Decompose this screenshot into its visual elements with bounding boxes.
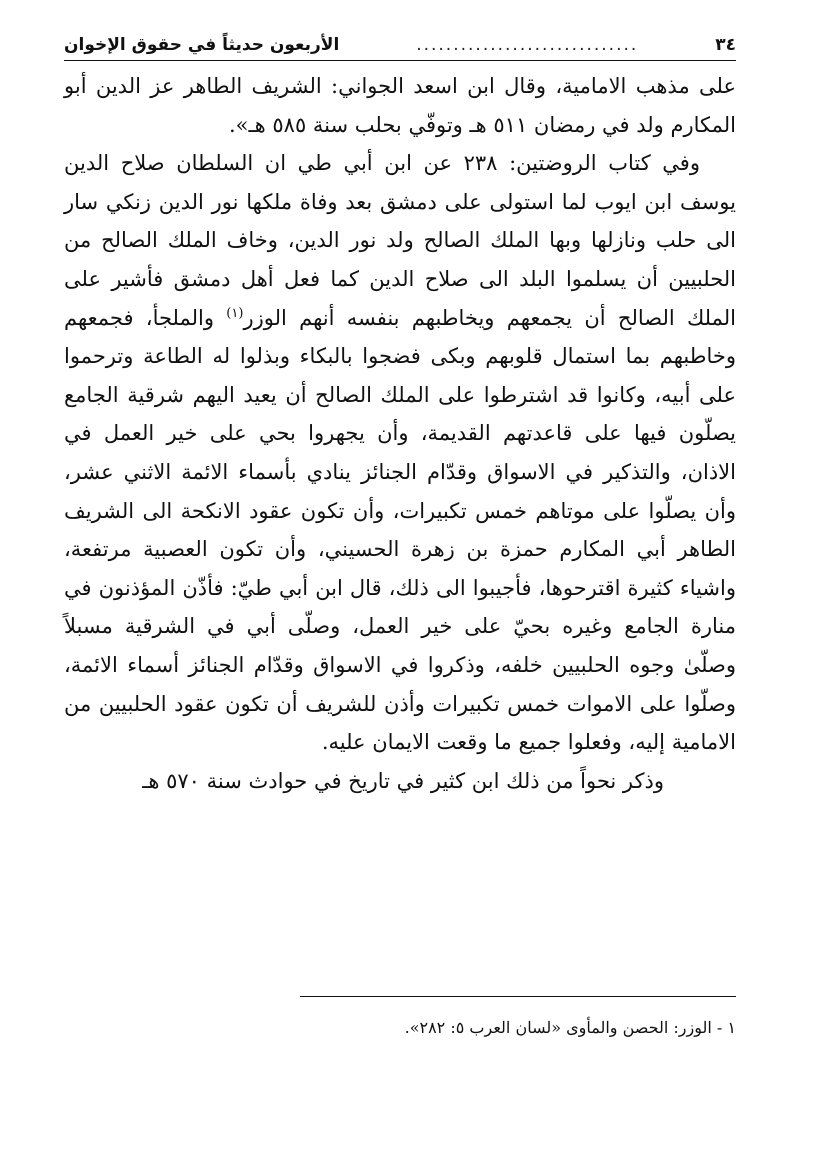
header-rule [64, 60, 736, 61]
footnote-rule [300, 996, 736, 997]
paragraph-text-part: والملجأ، فجمعهم وخاطبهم بما استمال قلوبهم وبكى فضجوا بالبكاء وبذلوا له الطاعة وترحموا على أبيه، وكانوا قد اشترطوا على الملك الصالح أن يعيد اليهم شرقية الجامع يصلّون فيها على قاعدتهم القديمة، وأن يجهروا بحي على خير العمل في الاذان، والتذكير في الاسواق وقدّام الجنائز ينادي بأسماء الائمة الاثني عشر، وأن يصلّوا على موتاهم خمس تكبيرات، وأن تكون عقود الانكحة الى الشريف الطاهر أبي المكارم حمزة بن زهرة الحسيني، وأن تكون العصبية مرتفعة، واشياء كثيرة اقترحوها، فأجيبوا الى ذلك، قال ابن أبي طيّ: فأذّن المؤذنون في منارة الجامع وغيره بحيّ على خير العمل، وصلّى أبي في الشرقية مسبلاً وصلّىٰ وجوه الحلبيين خلفه، وذكروا في الاسواق وقدّام الجنائز أسماء الائمة، وصلّوا على الاموات خمس تكبيرات وأذن للشريف أن تكون عقود الحلبيين من الامامية إليه، وفعلوا جميع ما وقعت الايمان عليه. [64, 305, 736, 755]
paragraph-rawdatayn [64, 144, 736, 762]
page-number: ٣٤ [715, 35, 736, 55]
paragraph-ibn-kathir: وذكر نحواً من ذلك ابن كثير في تاريخ في حوادث سنة ٥٧٠ هـ [142, 768, 664, 793]
running-header [64, 30, 736, 60]
paragraph-text-part: وفي كتاب الروضتين: ٢٣٨ عن ابن أبي طي ان السلطان صلاح الدين يوسف ابن ايوب لما استولى على دمشق بعد وفاة ملكها نور الدين زنكي سار الى حلب ونازلها وبها الملك الصالح ولد نور الدين، وخاف الملك الصالح من الحلبيين أن يسلموا البلد الى صلاح الدين كما فعل أهل دمشق فأشير على الملك الصالح أن يجمعهم ويخاطبهم بنفسه أنهم الوزر [64, 151, 736, 330]
leader-dots: .............................. [416, 35, 639, 55]
book-page [64, 30, 736, 800]
body-text [64, 67, 736, 800]
paragraph-continuation: على مذهب الامامية، وقال ابن اسعد الجواني: الشريف الطاهر عز الدين أبو المكارم ولد في رمضان ٥١١ هـ وتوفّي بحلب سنة ٥٨٥ هـ». [64, 74, 736, 137]
footnote: ١ - الوزر: الحصن والمأوى «لسان العرب ٥: ٢٨٢». [404, 1018, 736, 1037]
running-title: الأربعون حديثاً في حقوق الإخوان [64, 35, 340, 55]
footnote-reference[interactable]: (١) [226, 305, 244, 321]
